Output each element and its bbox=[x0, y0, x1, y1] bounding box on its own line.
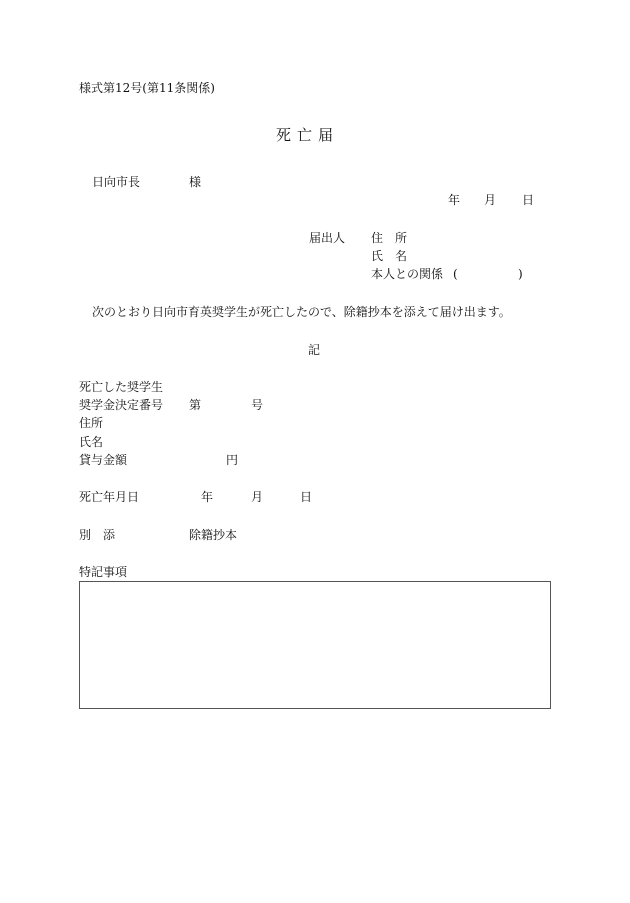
relation-close-paren: ) bbox=[518, 267, 523, 281]
page-title: 死亡届 bbox=[276, 126, 340, 144]
student-address-label: 住所 bbox=[79, 416, 104, 430]
remarks-label: 特記事項 bbox=[79, 565, 128, 579]
death-date-label: 死亡年月日 bbox=[79, 490, 140, 504]
death-date-month: 月 bbox=[251, 490, 264, 504]
death-date-year: 年 bbox=[201, 490, 214, 504]
death-date-day: 日 bbox=[300, 490, 313, 504]
notifier-address-label: 住 所 bbox=[371, 231, 408, 245]
relation-open-paren: ( bbox=[453, 267, 458, 281]
decision-number-suffix: 号 bbox=[251, 398, 264, 412]
form-number: 様式第12号(第11条関係) bbox=[79, 81, 215, 95]
notifier-name-label: 氏 名 bbox=[371, 249, 408, 263]
decision-number-prefix: 第 bbox=[189, 398, 202, 412]
ki-heading: 記 bbox=[308, 343, 321, 357]
date-month-label: 月 bbox=[484, 193, 497, 207]
loan-amount-label: 貸与金額 bbox=[79, 453, 128, 467]
student-heading: 死亡した奨学生 bbox=[79, 380, 164, 394]
loan-amount-unit: 円 bbox=[226, 453, 239, 467]
attachment-label: 別 添 bbox=[79, 528, 116, 542]
attachment-value: 除籍抄本 bbox=[189, 528, 238, 542]
student-name-label: 氏名 bbox=[79, 435, 104, 449]
date-day-label: 日 bbox=[522, 193, 535, 207]
notifier-relation-label: 本人との関係 bbox=[371, 267, 444, 281]
remarks-box[interactable] bbox=[79, 581, 551, 709]
addressee-honorific: 様 bbox=[189, 175, 202, 189]
decision-number-label: 奨学金決定番号 bbox=[79, 398, 164, 412]
notifier-label: 届出人 bbox=[309, 231, 346, 245]
addressee-name: 日向市長 bbox=[92, 175, 141, 189]
statement-text: 次のとおり日向市育英奨学生が死亡したので、除籍抄本を添えて届け出ます。 bbox=[92, 305, 511, 319]
date-year-label: 年 bbox=[448, 193, 461, 207]
